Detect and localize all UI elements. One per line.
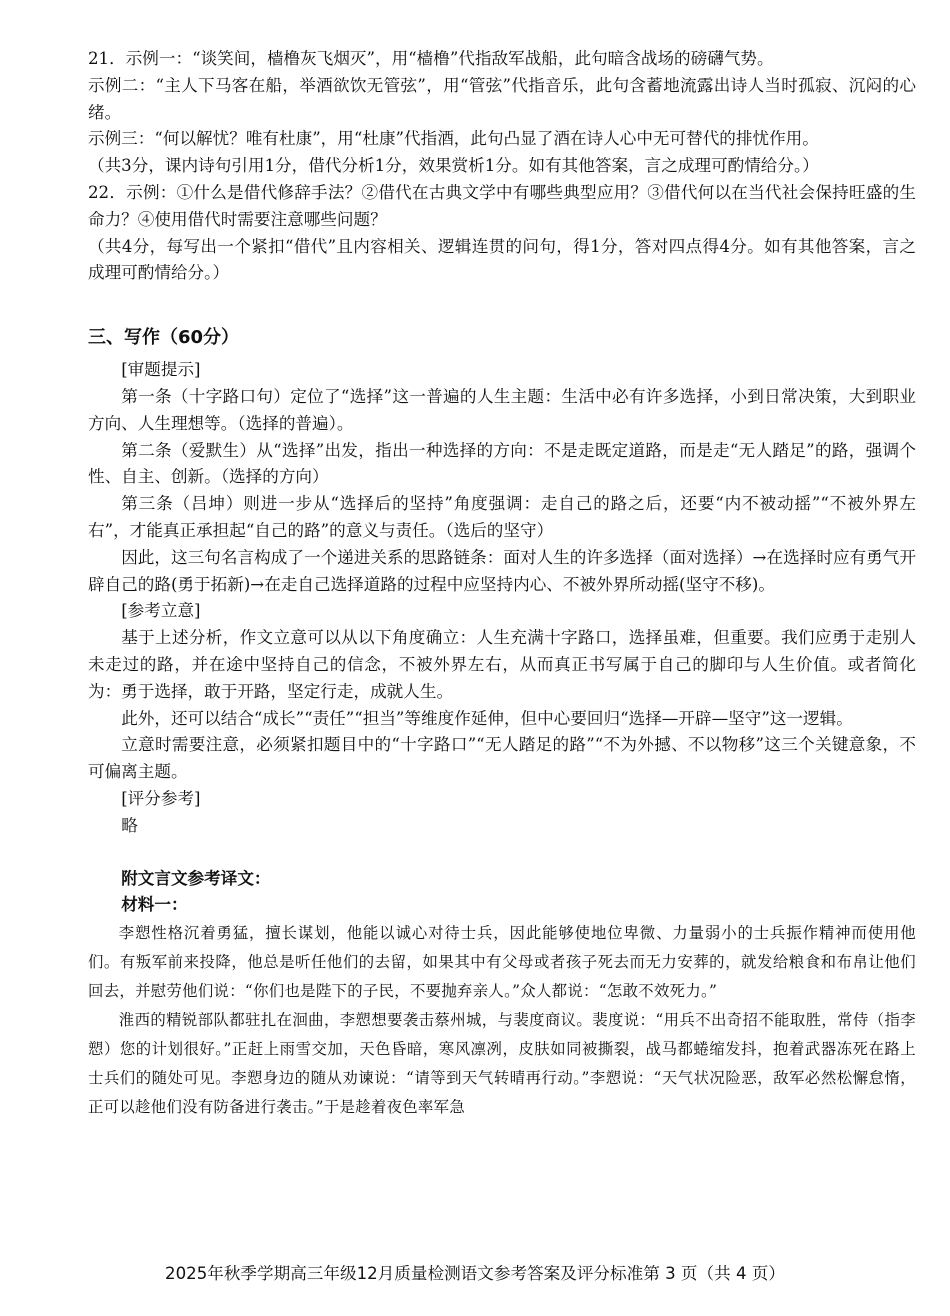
reference-paragraph: 基于上述分析，作文立意可以从以下角度确立：人生充满十字路口，选择虽难，但重要。我们应勇于走别人未走过的路，并在途中坚持自己的信念，不被外界左右，从而真正书写属于自己的脚印与人生价值。或者简化为：勇于选择，敢于开路，坚定行走，成就人生。 xyxy=(88,628,916,701)
q21-example-1: 21．示例一：“谈笑间，樯橹灰飞烟灭”，用“樯橹”代指敌军战船，此句暗含战场的磅礴气势。 xyxy=(88,49,774,68)
translation-heading: 附文言文参考译文： xyxy=(121,868,271,888)
document-page xyxy=(88,46,916,1122)
page-footer: 2025年秋季学期高三年级12月质量检测语文参考答案及评分标准第 3 页（共 4 页） xyxy=(165,1264,785,1283)
evaluation-label: [评分参考] xyxy=(121,788,201,808)
hint-paragraph: 第二条（爱默生）从“选择”出发，指出一种选择的方向：不是走既定道路，而是走“无人踏足”的路，强调个性、自主、创新。（选择的方向） xyxy=(88,440,916,487)
reference-label: [参考立意] xyxy=(121,601,201,621)
hint-paragraph: 因此，这三句名言构成了一个递进关系的思路链条：面对人生的许多选择（面对选择）→在选择时应有勇气开辟自己的路(勇于拓新)→在走自己选择道路的过程中应坚持内心、不被外界所动摇(坚守不移)。 xyxy=(88,547,916,594)
q21-example-2: 示例二：“主人下马客在船，举酒欲饮无管弦”，用“管弦”代指音乐，此句含蓄地流露出诗人当时孤寂、沉闷的心绪。 xyxy=(88,75,916,122)
hint-paragraph: 第三条（吕坤）则进一步从“选择后的坚持”角度强调：走自己的路之后，还要“内不被动摇”“不被外界左右”，才能真正承担起“自己的路”的意义与责任。（选后的坚守） xyxy=(88,494,916,540)
reference-paragraph: 此外，还可以结合“成长”“责任”“担当”等维度作延伸，但中心要回归“选择—开辟—坚守”这一逻辑。 xyxy=(121,708,853,728)
hint-paragraph: 第一条（十字路口句）定位了“选择”这一普遍的人生主题：生活中必有许多选择，小到日常决策，大到职业方向、人生理想等。（选择的普遍）。 xyxy=(88,386,916,433)
reference-paragraph: 立意时需要注意，必须紧扣题目中的“十字路口”“无人踏足的路”“不为外撼、不以物移”这三个关键意象，不可偏离主题。 xyxy=(88,735,916,782)
writing-heading: 三、写作（60分） xyxy=(88,327,240,349)
translation-paragraph: 淮西的精锐部队都驻扎在洄曲，李愬想要袭击蔡州城，与裴度商议。裴度说：“用兵不出奇招不能取胜，常侍（指李愬）您的计划很好。”正赶上雨雪交加，天色昏暗，寒风凛冽，皮肤如同被撕裂，战马都蜷缩发抖，抱着武器冻死在路上士兵们的随处可见。李愬身边的随从劝谏说：“请等到天气转晴再行动。”李愬说：“天气状况险恶，敌军必然松懈怠惰，正可以趁他们没有防备进行袭击。”于是趁着夜色率军急 xyxy=(88,1011,916,1117)
hint-label: [审题提示] xyxy=(121,360,201,380)
evaluation-text: 略 xyxy=(121,815,138,835)
q21-scoring: （共3分，课内诗句引用1分，借代分析1分，效果赏析1分。如有其他答案，言之成理可酌情给分。） xyxy=(88,156,819,176)
q21-example-3: 示例三：“何以解忧？唯有杜康”，用“杜康”代指酒，此句凸显了酒在诗人心中无可替代的排忧作用。 xyxy=(88,129,819,149)
material-label: 材料一： xyxy=(121,895,188,915)
q22-scoring: （共4分，每写出一个紧扣“借代”且内容相关、逻辑连贯的问句，得1分，答对四点得4分。如有其他答案，言之成理可酌情给分。） xyxy=(88,236,916,283)
q22-example: 22．示例：①什么是借代修辞手法？②借代在古典文学中有哪些典型应用？③借代何以在当代社会保持旺盛的生命力？④使用借代时需要注意哪些问题？ xyxy=(88,182,916,229)
translation-paragraph: 李愬性格沉着勇猛，擅长谋划，他能以诚心对待士兵，因此能够使地位卑微、力量弱小的士兵振作精神而使用他们。有叛军前来投降，他总是听任他们的去留，如果其中有父母或者孩子死去而无力安葬的，就发给粮食和布帛让他们回去，并慰劳他们说：“你们也是陛下的子民，不要抛弃亲人。”众人都说：“怎敢不效死力。” xyxy=(88,924,916,1001)
